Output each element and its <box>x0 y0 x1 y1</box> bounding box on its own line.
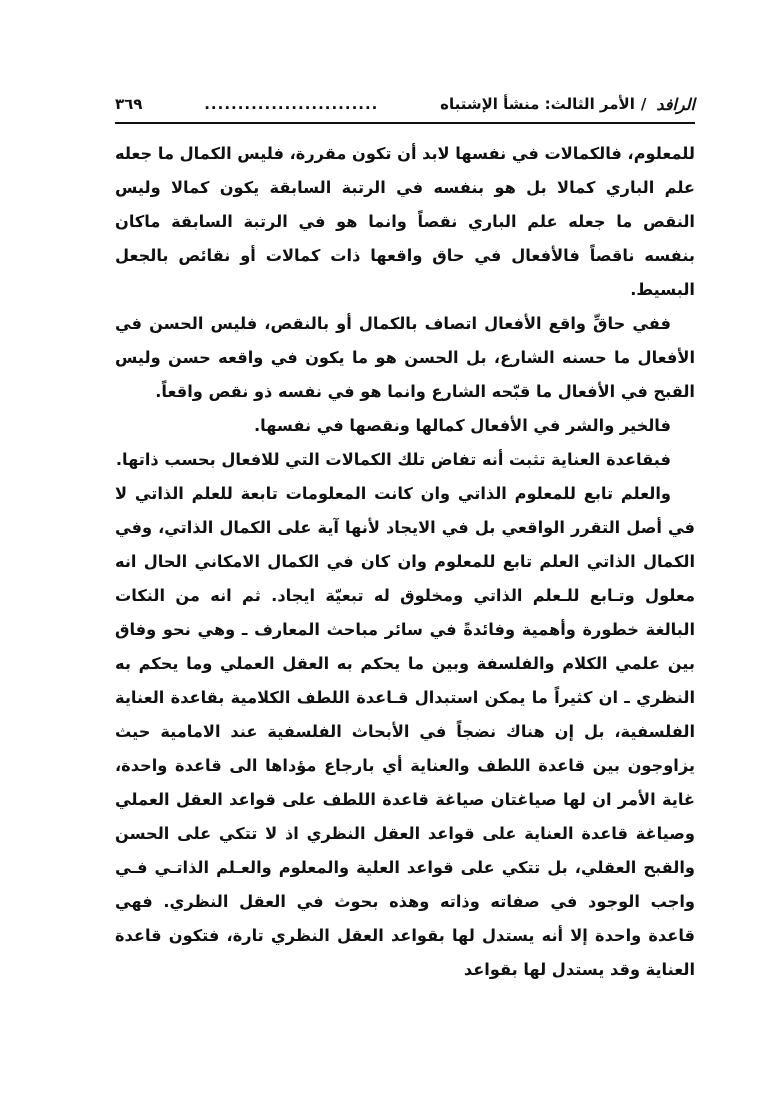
header-rule <box>115 122 695 124</box>
paragraph: فبقاعدة العناية تثبت أنه تفاض تلك الكمالات التي للافعال بحسب ذاتها. <box>115 450 671 469</box>
running-title: الأمر الثالث: منشأ الإشتباه <box>440 95 635 113</box>
page-number: ٣٦٩ <box>115 95 143 113</box>
paragraph: والعلم تابع للمعلوم الذاتي وان كانت المعلومات تابعة للعلم الذاتي لا في أصل التقرر الواقعي بل في الايجاد لأنها آية على الكمال الذاتي، وفي الكمال الذاتي العلم تابع للمعلوم وان كان في الكمال الامكاني الحال انه معلول وتـابع للـعلم الذاتي ومخلوق له تبعيّة ايجاد. ثم انه من النكات البالغة خطورة وأهمية وفائدةً في سائر مباحث المعارف ـ وهي نحو وفاق بين علمي الكلام والفلسفة وبين ما يحكم به العقل العملي وما يحكم به النظري ـ ان كثيراً ما يمكن استبدال قـاعدة اللطف الكلامية بقاعدة العناية الفلسفية، بل إن هناك نضجاً في الأبحاث الفلسفية عند الامامية حيث يزاوجون بين قاعدة اللطف والعناية أي بارجاع مؤداها الى قاعدة واحدة، غاية الأمر ان لها صياغتان صياغة قاعدة اللطف على قواعد العقل العملي وصياغة قاعدة العناية على قواعد العقل النظري اذ لا تتكي على الحسن والقبح العقلي، بل تتكي على قواعد العلية والمعلوم والعـلم الذاتـي فـي واجب الوجود في صفاته وذاته وهذه بحوث في العقل النظري. فهي قاعدة واحدة إلا أنه يستدل لها بقواعد العقل النظري تارة، فتكون قاعدة العناية وقد يستدل لها بقواعد <box>115 484 695 979</box>
header-dots: .......................... <box>204 95 379 113</box>
paragraph: فالخير والشر في الأفعال كمالها ونقصها في نفسها. <box>253 416 671 435</box>
page-header <box>115 88 695 120</box>
paragraph: ففي حاقِّ واقع الأفعال اتصاف بالكمال أو بالنقص، فليس الحسن في الأفعال ما حسنه الشارع، بل الحسن هو ما يكون في واقعه حسن وليس القبح في الأفعال ما قبّحه الشارع وانما هو في نفسه ذو نقص واقعاً. <box>115 314 695 401</box>
body-text <box>115 137 695 987</box>
header-separator: / <box>640 95 647 113</box>
book-logo: الرافد <box>656 94 695 114</box>
paragraph: للمعلوم، فالكمالات في نفسها لابد أن تكون مقررة، فليس الكمال ما جعله علم الباري كمالا بل هو بنفسه في الرتبة السابقة يكون كمالا وليس النقص ما جعله علم الباري نقصاً وانما هو في الرتبة السابقة ماكان بنفسه ناقصاً فالأفعال في حاق واقعها ذات كمالات أو نقائص بالجعل البسيط. <box>115 144 695 299</box>
